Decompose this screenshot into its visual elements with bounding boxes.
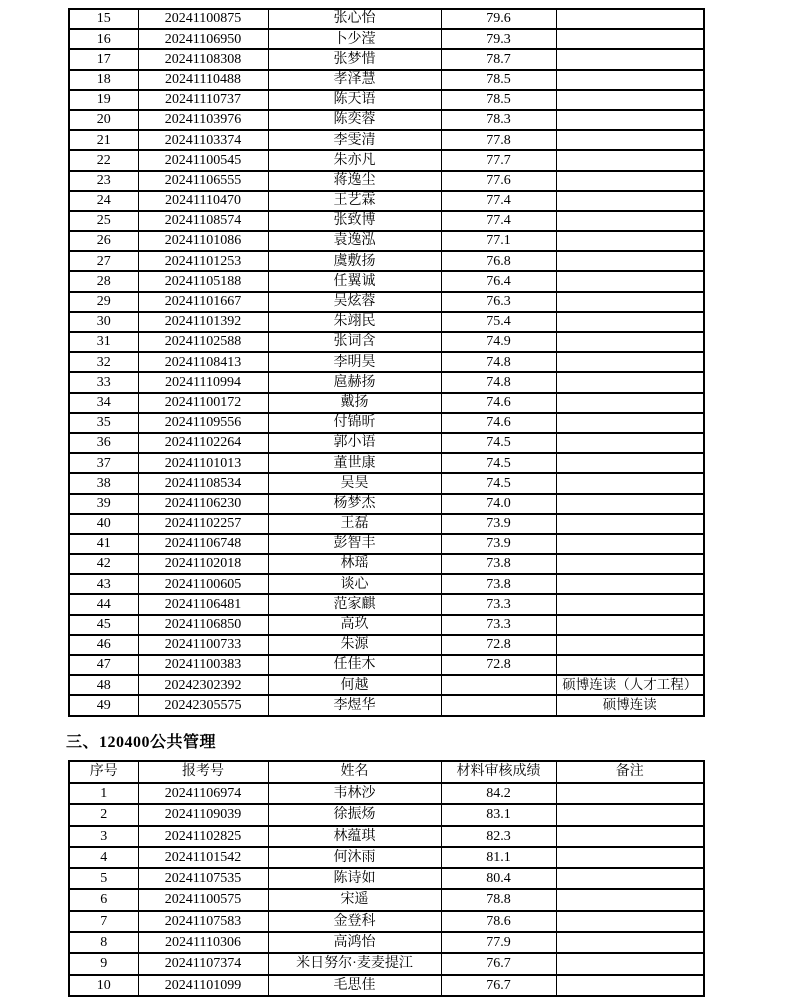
cell-remark [556, 191, 704, 211]
col-header-reg: 报考号 [138, 761, 268, 783]
cell-name: 吴炫蓉 [268, 292, 441, 312]
table-row [69, 574, 704, 594]
cell-remark [556, 29, 704, 49]
cell-remark [556, 554, 704, 574]
cell-remark [556, 110, 704, 130]
table-row [69, 889, 704, 910]
table-row [69, 453, 704, 473]
score-table-public-admin [68, 760, 705, 997]
cell-reg: 20241105188 [138, 271, 268, 291]
cell-reg: 20241106748 [138, 534, 268, 554]
table-row [69, 413, 704, 433]
cell-no: 30 [69, 312, 138, 332]
cell-score: 74.9 [441, 332, 556, 352]
table-row [69, 271, 704, 291]
cell-score: 74.6 [441, 393, 556, 413]
cell-remark [556, 453, 704, 473]
cell-reg: 20241101013 [138, 453, 268, 473]
cell-no: 42 [69, 554, 138, 574]
cell-no: 37 [69, 453, 138, 473]
cell-remark [556, 826, 704, 847]
cell-remark [556, 312, 704, 332]
score-table-public-admin-body [69, 783, 704, 996]
cell-no: 21 [69, 130, 138, 150]
cell-name: 卜少滢 [268, 29, 441, 49]
cell-score: 73.3 [441, 615, 556, 635]
cell-name: 高玖 [268, 615, 441, 635]
cell-remark [556, 171, 704, 191]
cell-no: 7 [69, 911, 138, 932]
table-row [69, 90, 704, 110]
table-row [69, 70, 704, 90]
cell-remark [556, 150, 704, 170]
cell-reg: 20241101253 [138, 251, 268, 271]
cell-name: 蒋逸尘 [268, 171, 441, 191]
table-row [69, 191, 704, 211]
cell-name: 张词含 [268, 332, 441, 352]
cell-reg: 20241106230 [138, 494, 268, 514]
table-row [69, 312, 704, 332]
cell-reg: 20241102825 [138, 826, 268, 847]
cell-reg: 20241102264 [138, 433, 268, 453]
table-row [69, 29, 704, 49]
table-row [69, 110, 704, 130]
cell-remark: 硕博连读（人才工程） [556, 675, 704, 695]
cell-name: 林蕴琪 [268, 826, 441, 847]
cell-score: 73.8 [441, 574, 556, 594]
cell-score: 74.5 [441, 473, 556, 493]
cell-remark [556, 90, 704, 110]
cell-score: 73.9 [441, 514, 556, 534]
cell-remark [556, 911, 704, 932]
cell-no: 25 [69, 211, 138, 231]
cell-no: 6 [69, 889, 138, 910]
cell-name: 何越 [268, 675, 441, 695]
cell-remark [556, 292, 704, 312]
table-header-row [69, 761, 704, 783]
cell-remark [556, 655, 704, 675]
cell-score: 76.8 [441, 251, 556, 271]
cell-remark [556, 975, 704, 996]
cell-name: 米日努尔·麦麦提江 [268, 953, 441, 974]
cell-reg: 20241106850 [138, 615, 268, 635]
cell-remark [556, 413, 704, 433]
cell-score: 78.5 [441, 90, 556, 110]
cell-name: 孝泽慧 [268, 70, 441, 90]
cell-score: 81.1 [441, 847, 556, 868]
cell-reg: 20241108308 [138, 49, 268, 69]
cell-reg: 20241101542 [138, 847, 268, 868]
cell-score: 82.3 [441, 826, 556, 847]
cell-score: 76.7 [441, 953, 556, 974]
cell-remark [556, 494, 704, 514]
cell-score: 74.8 [441, 372, 556, 392]
cell-score [441, 695, 556, 715]
cell-reg: 20241108413 [138, 352, 268, 372]
cell-score: 78.8 [441, 889, 556, 910]
cell-name: 王磊 [268, 514, 441, 534]
cell-name: 王艺霖 [268, 191, 441, 211]
cell-no: 39 [69, 494, 138, 514]
table-row [69, 433, 704, 453]
cell-name: 陈天语 [268, 90, 441, 110]
cell-no: 26 [69, 231, 138, 251]
cell-score: 77.4 [441, 211, 556, 231]
cell-reg: 20241109039 [138, 804, 268, 825]
cell-name: 虞敷扬 [268, 251, 441, 271]
table-row [69, 783, 704, 804]
cell-reg: 20241100575 [138, 889, 268, 910]
table-row [69, 847, 704, 868]
cell-name: 朱亦凡 [268, 150, 441, 170]
cell-no: 8 [69, 932, 138, 953]
cell-score: 76.3 [441, 292, 556, 312]
cell-name: 朱翊民 [268, 312, 441, 332]
cell-remark [556, 9, 704, 29]
table-row [69, 494, 704, 514]
table-row [69, 635, 704, 655]
cell-reg: 20241100875 [138, 9, 268, 29]
cell-score: 75.4 [441, 312, 556, 332]
cell-reg: 20241101086 [138, 231, 268, 251]
cell-remark [556, 534, 704, 554]
cell-name: 任翼诚 [268, 271, 441, 291]
cell-reg: 20241102257 [138, 514, 268, 534]
cell-score: 74.8 [441, 352, 556, 372]
cell-reg: 20241110737 [138, 90, 268, 110]
table-row [69, 171, 704, 191]
cell-name: 陈奕蓉 [268, 110, 441, 130]
cell-no: 24 [69, 191, 138, 211]
table-row [69, 251, 704, 271]
cell-name: 吴昊 [268, 473, 441, 493]
table-row [69, 911, 704, 932]
cell-score: 80.4 [441, 868, 556, 889]
cell-name: 李煜华 [268, 695, 441, 715]
cell-remark [556, 70, 704, 90]
cell-score [441, 675, 556, 695]
cell-score: 77.8 [441, 130, 556, 150]
cell-score: 77.7 [441, 150, 556, 170]
cell-reg: 20241100605 [138, 574, 268, 594]
cell-name: 扈赫扬 [268, 372, 441, 392]
cell-no: 40 [69, 514, 138, 534]
cell-score: 79.6 [441, 9, 556, 29]
cell-score: 74.5 [441, 453, 556, 473]
cell-name: 高鸿怡 [268, 932, 441, 953]
cell-name: 杨梦杰 [268, 494, 441, 514]
cell-no: 33 [69, 372, 138, 392]
col-header-no: 序号 [69, 761, 138, 783]
cell-reg: 20241108574 [138, 211, 268, 231]
cell-name: 戴扬 [268, 393, 441, 413]
cell-remark [556, 514, 704, 534]
cell-reg: 20241107374 [138, 953, 268, 974]
cell-no: 19 [69, 90, 138, 110]
table-row [69, 534, 704, 554]
cell-no: 3 [69, 826, 138, 847]
cell-reg: 20242302392 [138, 675, 268, 695]
cell-score: 72.8 [441, 635, 556, 655]
cell-remark [556, 847, 704, 868]
cell-score: 73.8 [441, 554, 556, 574]
col-header-name: 姓名 [268, 761, 441, 783]
table-row [69, 372, 704, 392]
cell-reg: 20241101392 [138, 312, 268, 332]
cell-name: 张致博 [268, 211, 441, 231]
cell-score: 74.5 [441, 433, 556, 453]
cell-score: 76.7 [441, 975, 556, 996]
table-row [69, 826, 704, 847]
cell-reg: 20241103374 [138, 130, 268, 150]
table-row [69, 332, 704, 352]
cell-score: 74.0 [441, 494, 556, 514]
cell-no: 15 [69, 9, 138, 29]
cell-name: 张心怡 [268, 9, 441, 29]
cell-name: 韦林沙 [268, 783, 441, 804]
cell-no: 16 [69, 29, 138, 49]
cell-score: 79.3 [441, 29, 556, 49]
cell-remark [556, 433, 704, 453]
cell-reg: 20241110994 [138, 372, 268, 392]
cell-reg: 20241110488 [138, 70, 268, 90]
section-heading: 三、120400公共管理 [66, 734, 217, 751]
table-row [69, 615, 704, 635]
cell-no: 28 [69, 271, 138, 291]
cell-score: 77.9 [441, 932, 556, 953]
cell-name: 郭小语 [268, 433, 441, 453]
table-row [69, 211, 704, 231]
cell-score: 76.4 [441, 271, 556, 291]
cell-name: 宋遥 [268, 889, 441, 910]
cell-reg: 20241100172 [138, 393, 268, 413]
table-row [69, 554, 704, 574]
table-row [69, 231, 704, 251]
cell-remark [556, 251, 704, 271]
cell-name: 付锦昕 [268, 413, 441, 433]
cell-no: 10 [69, 975, 138, 996]
cell-no: 36 [69, 433, 138, 453]
cell-no: 48 [69, 675, 138, 695]
cell-remark [556, 352, 704, 372]
cell-no: 29 [69, 292, 138, 312]
cell-remark [556, 473, 704, 493]
cell-name: 谈心 [268, 574, 441, 594]
cell-no: 9 [69, 953, 138, 974]
cell-no: 23 [69, 171, 138, 191]
cell-remark [556, 783, 704, 804]
cell-reg: 20241106974 [138, 783, 268, 804]
cell-remark [556, 211, 704, 231]
cell-remark [556, 594, 704, 614]
cell-score: 77.1 [441, 231, 556, 251]
cell-no: 20 [69, 110, 138, 130]
cell-name: 毛思佳 [268, 975, 441, 996]
table-row [69, 130, 704, 150]
cell-remark [556, 574, 704, 594]
cell-reg: 20241106555 [138, 171, 268, 191]
table-row [69, 150, 704, 170]
table-row [69, 352, 704, 372]
table-row [69, 953, 704, 974]
cell-reg: 20241100383 [138, 655, 268, 675]
cell-name: 董世康 [268, 453, 441, 473]
cell-reg: 20242305575 [138, 695, 268, 715]
cell-no: 17 [69, 49, 138, 69]
cell-no: 2 [69, 804, 138, 825]
cell-name: 李雯清 [268, 130, 441, 150]
table-row [69, 473, 704, 493]
cell-name: 袁逸泓 [268, 231, 441, 251]
col-header-remark: 备注 [556, 761, 704, 783]
cell-no: 43 [69, 574, 138, 594]
cell-reg: 20241110306 [138, 932, 268, 953]
cell-remark [556, 372, 704, 392]
cell-no: 34 [69, 393, 138, 413]
cell-remark [556, 130, 704, 150]
cell-score: 78.7 [441, 49, 556, 69]
cell-reg: 20241106950 [138, 29, 268, 49]
cell-remark: 硕博连读 [556, 695, 704, 715]
cell-no: 49 [69, 695, 138, 715]
cell-name: 范家麒 [268, 594, 441, 614]
cell-reg: 20241108534 [138, 473, 268, 493]
table-row [69, 9, 704, 29]
table-row [69, 675, 704, 695]
cell-no: 35 [69, 413, 138, 433]
cell-name: 林瑶 [268, 554, 441, 574]
col-header-score: 材料审核成绩 [441, 761, 556, 783]
cell-no: 46 [69, 635, 138, 655]
cell-remark [556, 332, 704, 352]
cell-no: 38 [69, 473, 138, 493]
cell-score: 78.3 [441, 110, 556, 130]
cell-remark [556, 953, 704, 974]
table-row [69, 932, 704, 953]
cell-reg: 20241102018 [138, 554, 268, 574]
cell-score: 77.4 [441, 191, 556, 211]
cell-name: 任佳木 [268, 655, 441, 675]
table-row [69, 975, 704, 996]
cell-remark [556, 868, 704, 889]
cell-remark [556, 932, 704, 953]
cell-reg: 20241110470 [138, 191, 268, 211]
cell-remark [556, 635, 704, 655]
cell-reg: 20241100733 [138, 635, 268, 655]
cell-no: 22 [69, 150, 138, 170]
cell-score: 73.3 [441, 594, 556, 614]
table-row [69, 49, 704, 69]
cell-no: 41 [69, 534, 138, 554]
cell-remark [556, 889, 704, 910]
cell-remark [556, 393, 704, 413]
cell-remark [556, 615, 704, 635]
cell-no: 31 [69, 332, 138, 352]
cell-no: 1 [69, 783, 138, 804]
cell-reg: 20241101099 [138, 975, 268, 996]
cell-reg: 20241101667 [138, 292, 268, 312]
cell-no: 45 [69, 615, 138, 635]
table-row [69, 393, 704, 413]
cell-name: 朱源 [268, 635, 441, 655]
cell-remark [556, 804, 704, 825]
table-row [69, 695, 704, 715]
cell-no: 44 [69, 594, 138, 614]
cell-score: 83.1 [441, 804, 556, 825]
cell-score: 77.6 [441, 171, 556, 191]
cell-reg: 20241106481 [138, 594, 268, 614]
table-row [69, 594, 704, 614]
cell-remark [556, 271, 704, 291]
cell-name: 何沐雨 [268, 847, 441, 868]
table-row [69, 804, 704, 825]
cell-no: 47 [69, 655, 138, 675]
cell-name: 张梦惜 [268, 49, 441, 69]
cell-reg: 20241102588 [138, 332, 268, 352]
cell-no: 32 [69, 352, 138, 372]
cell-reg: 20241109556 [138, 413, 268, 433]
table-row [69, 514, 704, 534]
cell-score: 84.2 [441, 783, 556, 804]
cell-score: 74.6 [441, 413, 556, 433]
cell-name: 彭智丰 [268, 534, 441, 554]
cell-name: 李明昊 [268, 352, 441, 372]
cell-no: 27 [69, 251, 138, 271]
cell-no: 4 [69, 847, 138, 868]
score-table-continuation [68, 8, 705, 717]
cell-reg: 20241107583 [138, 911, 268, 932]
cell-score: 78.5 [441, 70, 556, 90]
cell-name: 陈诗如 [268, 868, 441, 889]
score-table-continuation-body [69, 9, 704, 716]
cell-reg: 20241100545 [138, 150, 268, 170]
cell-score: 73.9 [441, 534, 556, 554]
cell-remark [556, 49, 704, 69]
cell-no: 5 [69, 868, 138, 889]
cell-remark [556, 231, 704, 251]
cell-name: 金登科 [268, 911, 441, 932]
table-row [69, 655, 704, 675]
cell-score: 78.6 [441, 911, 556, 932]
cell-score: 72.8 [441, 655, 556, 675]
table-row [69, 292, 704, 312]
cell-reg: 20241103976 [138, 110, 268, 130]
table-row [69, 868, 704, 889]
cell-reg: 20241107535 [138, 868, 268, 889]
cell-no: 18 [69, 70, 138, 90]
cell-name: 徐振炀 [268, 804, 441, 825]
